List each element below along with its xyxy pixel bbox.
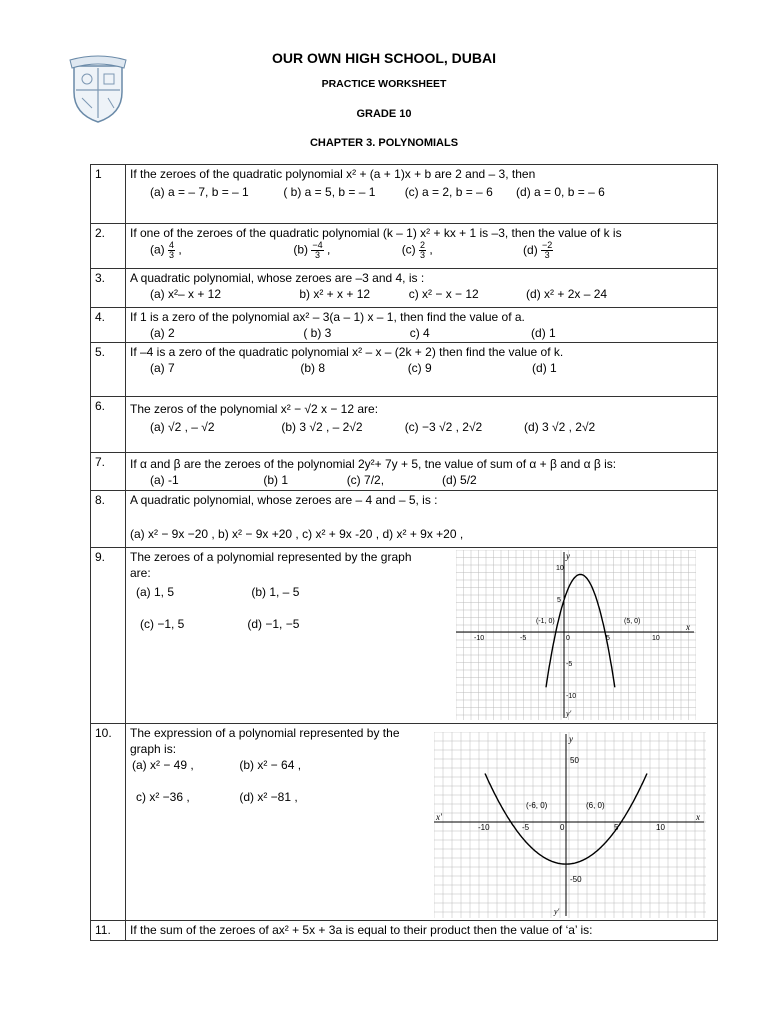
x-tick: 10 (652, 635, 660, 642)
option-b: (b) 1, – 5 (251, 585, 300, 599)
option-d: (d) 1 (531, 326, 556, 340)
question-number: 5. (91, 343, 126, 397)
option-a: (a) 7 (150, 361, 175, 375)
table-row (91, 397, 718, 453)
option-a-label: (a) (150, 242, 165, 257)
x-tick: 5 (614, 823, 619, 832)
question-number: 11. (91, 921, 126, 941)
question-text: If the sum of the zeroes of ax² + 5x + 3a is equal to their product then the value of ‘a’ is: (130, 923, 593, 937)
x-axis-label: x (696, 812, 700, 822)
option-b: (b) 3 √2 , – 2√2 (281, 420, 363, 434)
option-b-label: (b) (293, 242, 309, 257)
option-a: (a) √2 , – √2 (150, 420, 215, 434)
option-d-label: (d) (523, 242, 538, 257)
option-b: (b) x² − 64 , (239, 758, 302, 772)
option-c-label: (c) (401, 242, 416, 257)
y-tick: 10 (556, 565, 564, 572)
option-b: ( b) 3 (303, 326, 332, 340)
option-b: ( b) a = 5, b = – 1 (283, 185, 376, 199)
fraction: $\frac{-4}{3}$ (312, 240, 323, 260)
y-axis-neg-label: y' (554, 907, 560, 916)
option-c: c) 4 (409, 326, 430, 340)
x-tick: 5 (606, 635, 610, 642)
table-row (91, 453, 718, 491)
y-tick: -50 (570, 875, 582, 884)
question-text: If 1 is a zero of the polynomial ax² – 3(a – 1) x – 1, then find the value of a. (130, 310, 525, 324)
x-tick: 0 (566, 635, 570, 642)
option-d: (d) −1, −5 (247, 617, 300, 631)
x-axis-neg-label: x' (436, 812, 442, 822)
option-b: (b) 1 (263, 473, 289, 487)
table-row (91, 165, 718, 224)
option-d: (d) 5/2 (442, 473, 477, 487)
table-row: 2. If one of the zeroes of the quadratic polynomial (k – 1) x² + kx + 1 is –3, then the value of k is (a) $\frac{4}{3}$ , (b) $\frac{-4}{3}$ , (c) $\frac{2}{3}$ , (d) $\frac{-2}{3}$ (91, 224, 718, 269)
point-label: (-1, 0) (536, 618, 555, 625)
option-c: (c) 7/2, (346, 473, 385, 487)
option-d: (d) 1 (532, 361, 557, 375)
option-c: c) x² −36 , (136, 790, 190, 804)
table-row (91, 343, 718, 397)
option-c: c) x² − x − 12 (408, 287, 479, 301)
question-text: A quadratic polynomial, whose zeroes are – 4 and – 5, is : (130, 493, 438, 507)
point-label: (6, 0) (586, 801, 605, 810)
chapter-title: CHAPTER 3. POLYNOMIALS (309, 137, 459, 149)
table-row (91, 308, 718, 343)
option-c: (c) 9 (407, 361, 432, 375)
point-label: (-6, 0) (526, 801, 548, 810)
option-d: d) x² + 9x +20 , (382, 527, 464, 541)
question-number: 4. (91, 308, 126, 343)
option-a: (a) x²– x + 12 (150, 287, 222, 301)
question-text: If α and β are the zeroes of the polynomial 2y²+ 7y + 5, tne value of sum of α + β and α β is: (130, 457, 617, 471)
y-tick: 5 (557, 597, 561, 604)
fraction: $\frac{2}{3}$ (420, 240, 426, 260)
question-text: The zeroes of a polynomial represented by the graph are: (130, 550, 412, 580)
option-d: (d) a = 0, b = – 6 (516, 185, 605, 199)
option-a: (a) 1, 5 (136, 585, 175, 599)
option-a: (a) -1 (150, 473, 179, 487)
x-tick: -5 (522, 823, 530, 832)
question-text: If the zeroes of the quadratic polynomial x² + (a + 1)x + b are 2 and – 3, then (130, 167, 536, 181)
option-c: (c) −1, 5 (140, 617, 185, 631)
question-text: If one of the zeroes of the quadratic polynomial (k – 1) x² + kx + 1 is –3, then the value of k is (130, 226, 622, 240)
option-a: (a) a = – 7, b = – 1 (150, 185, 249, 199)
y-axis-label: y (569, 734, 573, 744)
x-tick: 0 (560, 823, 565, 832)
table-row (91, 921, 718, 941)
x-tick: 10 (656, 823, 665, 832)
fraction: $\frac{-2}{3}$ (542, 240, 553, 260)
grade-label: GRADE 10 (356, 108, 412, 120)
option-a: (a) x² − 9x −20 , (130, 527, 215, 541)
option-d: (d) x² −81 , (239, 790, 298, 804)
option-a: (a) x² − 49 , (132, 758, 194, 772)
question-number: 2. (91, 224, 126, 269)
x-tick: -10 (474, 635, 485, 642)
question-number: 9. (91, 548, 126, 724)
option-c: c) x² + 9x -20 , (302, 527, 380, 541)
question-number: 10. (91, 724, 126, 921)
parabola-curve (546, 574, 615, 687)
question-text: A quadratic polynomial, whose zeroes are –3 and 4, is : (130, 271, 425, 285)
question-text: If –4 is a zero of the quadratic polynomial x² – x – (2k + 2) then find the value of k. (130, 345, 564, 359)
question-number: 7. (91, 453, 126, 491)
school-name: OUR OWN HIGH SCHOOL, DUBAI (272, 50, 496, 66)
option-b: (b) 8 (300, 361, 326, 375)
x-tick: -5 (520, 635, 527, 642)
y-tick: -10 (566, 693, 577, 700)
table-row (91, 491, 718, 548)
y-axis-neg-label: y' (566, 709, 572, 718)
y-axis-label: y (566, 551, 570, 561)
option-d: (d) 3 √2 , 2√2 (524, 420, 596, 434)
option-d: (d) x² + 2x – 24 (526, 287, 608, 301)
question-number: 3. (91, 269, 126, 308)
table-row (91, 269, 718, 308)
x-tick: -10 (478, 823, 490, 832)
option-b: b) x² + x + 12 (299, 287, 371, 301)
y-tick: 50 (570, 756, 579, 765)
question-text: The zeros of the polynomial x² − √2 x − 12 are: (130, 402, 379, 416)
q9-graph (456, 550, 696, 720)
fraction: $\frac{4}{3}$ (169, 240, 175, 260)
option-a: (a) 2 (150, 326, 175, 340)
x-axis-label: x (686, 622, 690, 632)
question-number: 8. (91, 491, 126, 548)
option-c: (c) a = 2, b = – 6 (404, 185, 493, 199)
question-number: 1 (91, 165, 126, 224)
point-label: (5, 0) (624, 618, 641, 625)
y-tick: -5 (566, 661, 573, 668)
question-text: The expression of a polynomial represented by the graph is: (130, 726, 400, 756)
q10-graph (434, 732, 706, 918)
worksheet-title: PRACTICE WORKSHEET (321, 78, 447, 90)
question-number: 6. (91, 397, 126, 453)
option-b: b) x² − 9x +20 , (218, 527, 299, 541)
option-c: (c) −3 √2 , 2√2 (404, 420, 483, 434)
